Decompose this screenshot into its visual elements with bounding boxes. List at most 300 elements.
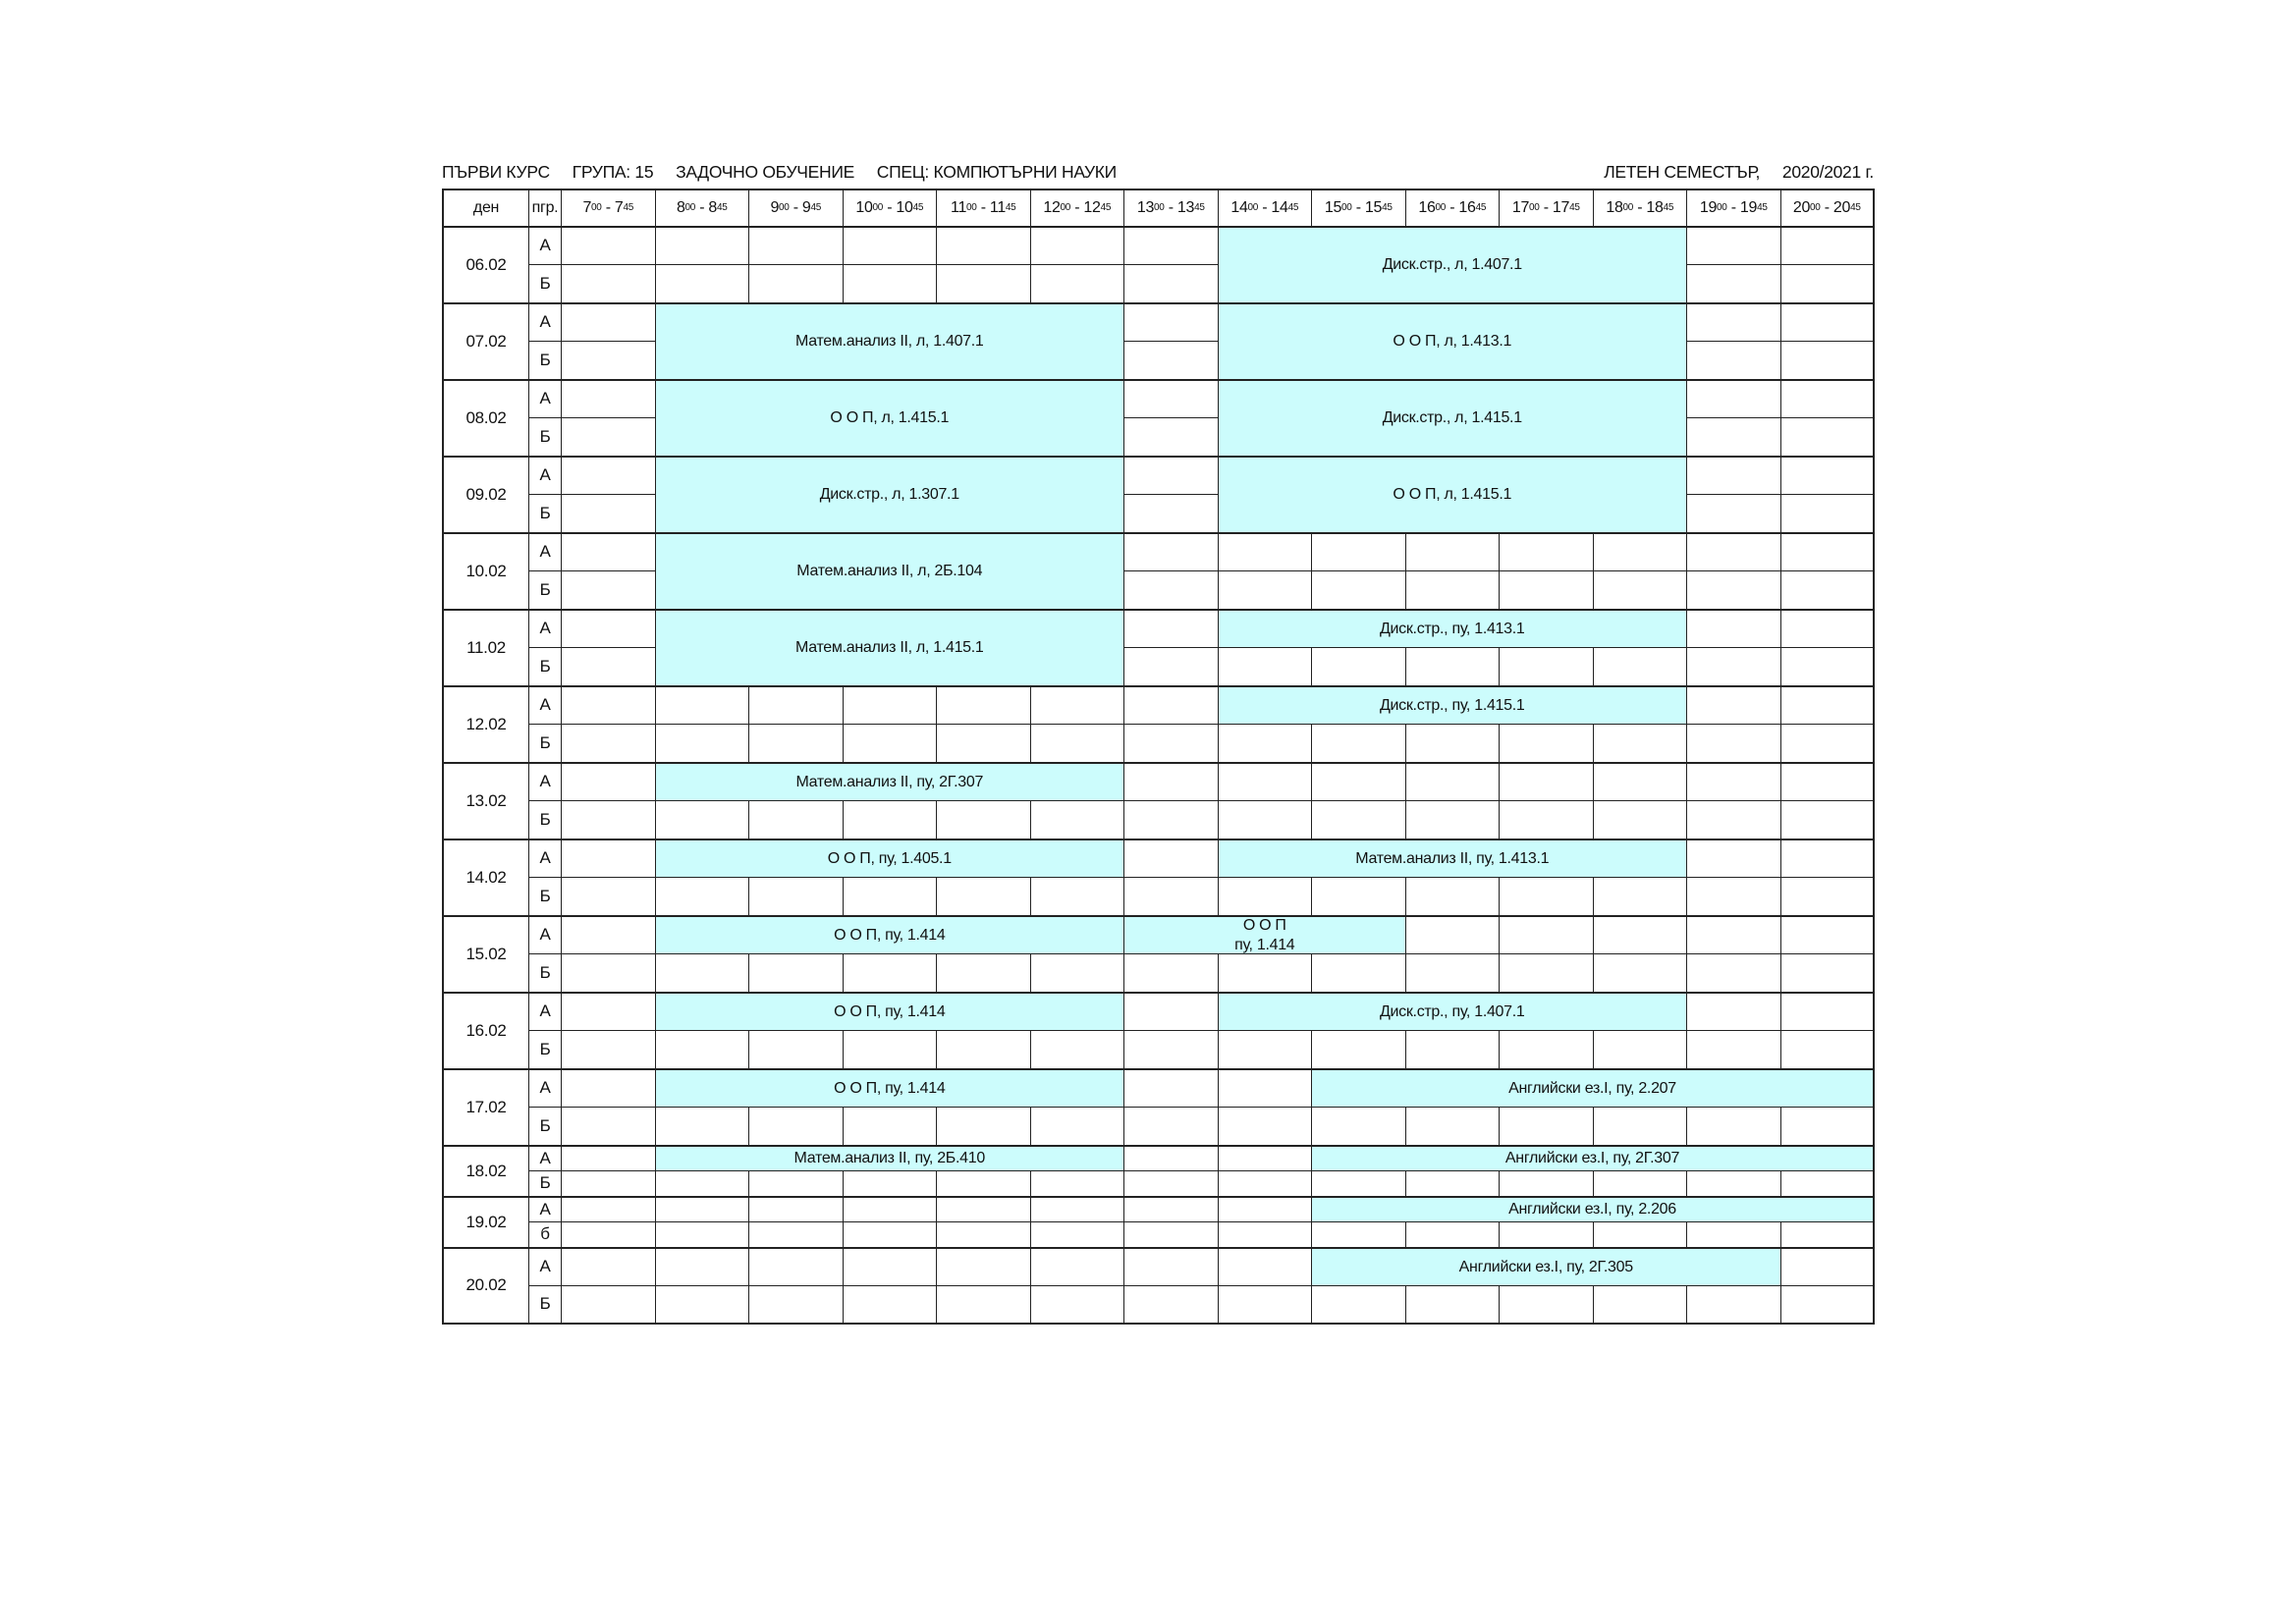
subgroup-cell — [528, 1285, 562, 1325]
empty-slot-cell — [1218, 647, 1313, 686]
lesson-text: Матем.анализ II, пу, 1.413.1 — [1355, 849, 1550, 867]
subgroup-cell — [528, 1030, 562, 1069]
day-date-cell — [442, 226, 529, 303]
lesson-text: Диск.стр., пу, 1.415.1 — [1379, 696, 1525, 714]
empty-slot-cell — [561, 1170, 656, 1197]
empty-slot-cell — [843, 685, 938, 725]
empty-slot-cell — [561, 762, 656, 801]
subgroup-label: Б — [539, 350, 551, 369]
empty-slot-cell — [1311, 1285, 1406, 1325]
empty-slot-cell — [1593, 1221, 1688, 1248]
empty-slot-cell — [936, 1247, 1031, 1286]
empty-slot-cell — [1405, 1285, 1501, 1325]
time-slot-header: 7 00 - 7 45 — [561, 189, 656, 227]
slot-dash: - — [1446, 199, 1459, 217]
slot-dash: - — [1726, 199, 1740, 217]
empty-slot-cell — [936, 1285, 1031, 1325]
lesson-block[interactable] — [1311, 1068, 1875, 1108]
lesson-block[interactable] — [1218, 609, 1688, 648]
empty-slot-cell — [843, 1107, 938, 1146]
empty-slot-cell — [1780, 953, 1876, 993]
subgroup-cell — [528, 532, 562, 571]
subgroup-cell — [528, 226, 562, 265]
empty-slot-cell — [1311, 1107, 1406, 1146]
lesson-text: Матем.анализ II, пу, 2Б.410 — [793, 1150, 985, 1167]
slot-end-hour: 13 — [1176, 199, 1195, 217]
subgroup-label: А — [539, 1078, 551, 1098]
empty-slot-cell — [748, 800, 844, 839]
subgroup-label: А — [539, 389, 551, 408]
time-slot-header: 19 00 - 19 45 — [1686, 189, 1781, 227]
empty-slot-cell — [561, 1247, 656, 1286]
slot-dash: - — [789, 199, 802, 217]
empty-slot-cell — [1311, 877, 1406, 916]
slot-end-hour: 19 — [1739, 199, 1758, 217]
slot-end-hour: 10 — [896, 199, 913, 217]
day-date: 06.02 — [465, 254, 507, 274]
empty-slot-cell — [1499, 877, 1594, 916]
day-date-cell — [442, 685, 529, 763]
subgroup-label: Б — [539, 503, 551, 522]
time-slot-header: 18 00 - 18 45 — [1593, 189, 1688, 227]
subgroup-label: А — [539, 848, 551, 868]
lesson-text: Английски ез.I, пу, 2Г.307 — [1504, 1150, 1680, 1167]
slot-dash: - — [601, 199, 615, 217]
lesson-block[interactable] — [655, 915, 1125, 954]
empty-slot-cell — [1218, 877, 1313, 916]
empty-slot-cell — [561, 417, 656, 457]
time-slot-header: 20 00 - 20 45 — [1780, 189, 1876, 227]
slot-dash: - — [1258, 199, 1272, 217]
empty-slot-cell — [1593, 570, 1688, 610]
slot-start-hour: 9 — [770, 199, 780, 217]
lesson-block[interactable] — [1123, 915, 1406, 954]
day-column-header — [442, 189, 529, 227]
empty-slot-cell — [843, 800, 938, 839]
subgroup-label: Б — [539, 1115, 551, 1135]
lesson-text: О О П, л, 1.415.1 — [830, 409, 950, 427]
slot-start-hour: 8 — [676, 199, 685, 217]
empty-slot-cell — [1686, 647, 1781, 686]
empty-slot-cell — [1593, 724, 1688, 763]
lesson-text: Диск.стр., л, 1.307.1 — [819, 486, 959, 504]
empty-slot-cell — [1123, 1145, 1219, 1171]
day-date: 11.02 — [466, 637, 506, 657]
subgroup-cell — [528, 417, 562, 457]
empty-slot-cell — [1499, 762, 1594, 801]
empty-slot-cell — [1686, 609, 1781, 648]
empty-slot-cell — [1123, 494, 1219, 533]
empty-slot-cell — [1123, 685, 1219, 725]
subgroup-cell — [528, 1170, 562, 1197]
lesson-block[interactable] — [1311, 1196, 1875, 1222]
empty-slot-cell — [1780, 570, 1876, 610]
empty-slot-cell — [1405, 1030, 1501, 1069]
lesson-block[interactable] — [1218, 226, 1688, 303]
empty-slot-cell — [1123, 226, 1219, 265]
empty-slot-cell — [1405, 1170, 1501, 1197]
empty-slot-cell — [1218, 762, 1313, 801]
subgroup-label: Б — [539, 656, 551, 676]
subgroup-cell — [528, 494, 562, 533]
empty-slot-cell — [1218, 1247, 1313, 1286]
lesson-text: Английски ез.I, пу, 2.206 — [1508, 1201, 1676, 1218]
empty-slot-cell — [561, 532, 656, 571]
empty-slot-cell — [1030, 1247, 1125, 1286]
empty-slot-cell — [1780, 762, 1876, 801]
empty-slot-cell — [1311, 1221, 1406, 1248]
day-date-cell — [442, 609, 529, 686]
empty-slot-cell — [655, 1107, 750, 1146]
empty-slot-cell — [1123, 800, 1219, 839]
time-slot-header: 8 00 - 8 45 — [655, 189, 750, 227]
empty-slot-cell — [655, 800, 750, 839]
empty-slot-cell — [936, 877, 1031, 916]
empty-slot-cell — [1218, 1030, 1313, 1069]
subgroup-cell — [528, 341, 562, 380]
empty-slot-cell — [655, 1196, 750, 1222]
lesson-text: Матем.анализ II, л, 2Б.104 — [796, 563, 983, 580]
empty-slot-cell — [748, 1170, 844, 1197]
empty-slot-cell — [843, 1196, 938, 1222]
lesson-text: О О П, пу, 1.414 — [834, 926, 946, 944]
empty-slot-cell — [843, 1285, 938, 1325]
day-date: 12.02 — [465, 714, 507, 733]
slot-end-hour: 17 — [1552, 199, 1570, 217]
empty-slot-cell — [843, 1170, 938, 1197]
empty-slot-cell — [1311, 953, 1406, 993]
empty-slot-cell — [1686, 685, 1781, 725]
empty-slot-cell — [561, 685, 656, 725]
lesson-block[interactable] — [655, 532, 1125, 610]
slot-dash: - — [1820, 199, 1833, 217]
subgroup-label: А — [539, 1199, 551, 1218]
empty-slot-cell — [561, 494, 656, 533]
lesson-block[interactable] — [655, 456, 1125, 533]
day-date-cell — [442, 1196, 529, 1248]
empty-slot-cell — [1593, 953, 1688, 993]
empty-slot-cell — [1593, 877, 1688, 916]
empty-slot-cell — [1686, 915, 1781, 954]
subgroup-label: А — [539, 1257, 551, 1276]
empty-slot-cell — [1780, 992, 1876, 1031]
lesson-block[interactable] — [1218, 685, 1688, 725]
empty-slot-cell — [748, 724, 844, 763]
empty-slot-cell — [1311, 1030, 1406, 1069]
day-date-cell — [442, 915, 529, 993]
empty-slot-cell — [1030, 1221, 1125, 1248]
lesson-block[interactable] — [655, 379, 1125, 457]
empty-slot-cell — [1780, 456, 1876, 495]
empty-slot-cell — [1499, 1285, 1594, 1325]
empty-slot-cell — [1123, 724, 1219, 763]
lesson-block[interactable] — [1311, 1247, 1781, 1286]
day-date-cell — [442, 839, 529, 916]
subgroup-label: А — [539, 772, 551, 791]
empty-slot-cell — [561, 341, 656, 380]
lesson-block[interactable] — [1218, 992, 1688, 1031]
empty-slot-cell — [748, 685, 844, 725]
time-slot-header: 17 00 - 17 45 — [1499, 189, 1594, 227]
lesson-text: О О П, пу, 1.414 — [834, 1079, 946, 1097]
empty-slot-cell — [1686, 724, 1781, 763]
slot-end-hour: 18 — [1646, 199, 1664, 217]
slot-dash: - — [976, 199, 990, 217]
subgroup-cell — [528, 302, 562, 342]
subgroup-cell — [528, 1247, 562, 1286]
time-slot-header: 15 00 - 15 45 — [1311, 189, 1406, 227]
empty-slot-cell — [1780, 379, 1876, 418]
empty-slot-cell — [1405, 800, 1501, 839]
empty-slot-cell — [1780, 532, 1876, 571]
empty-slot-cell — [1780, 915, 1876, 954]
empty-slot-cell — [1593, 915, 1688, 954]
empty-slot-cell — [1123, 1221, 1219, 1248]
lesson-block[interactable] — [655, 839, 1125, 878]
slot-end-hour: 8 — [708, 199, 718, 217]
empty-slot-cell — [1030, 1030, 1125, 1069]
slot-dash: - — [1351, 199, 1365, 217]
empty-slot-cell — [748, 1107, 844, 1146]
empty-slot-cell — [1123, 1196, 1219, 1222]
day-date-cell — [442, 1145, 529, 1197]
subgroup-cell — [528, 762, 562, 801]
empty-slot-cell — [1593, 1170, 1688, 1197]
empty-slot-cell — [1030, 877, 1125, 916]
lesson-text: О О П пу, 1.414 — [1234, 917, 1295, 953]
empty-slot-cell — [1123, 1170, 1219, 1197]
empty-slot-cell — [1780, 417, 1876, 457]
slot-dash: - — [1070, 199, 1084, 217]
empty-slot-cell — [1686, 570, 1781, 610]
empty-slot-cell — [655, 685, 750, 725]
subgroup-label: Б — [539, 1294, 551, 1314]
subgroup-label: А — [539, 1148, 551, 1167]
empty-slot-cell — [1030, 264, 1125, 303]
subgroup-label: Б — [539, 579, 551, 599]
time-slot-header: 11 00 - 11 45 — [936, 189, 1031, 227]
slot-start-hour: 12 — [1043, 199, 1061, 217]
day-date: 07.02 — [465, 331, 507, 351]
subgroup-label: А — [539, 312, 551, 332]
empty-slot-cell — [1780, 839, 1876, 878]
lesson-block[interactable] — [655, 762, 1125, 801]
empty-slot-cell — [1030, 1170, 1125, 1197]
empty-slot-cell — [1499, 724, 1594, 763]
empty-slot-cell — [1780, 1221, 1876, 1248]
subgroup-cell — [528, 1107, 562, 1146]
subgroup-label: б — [540, 1224, 550, 1244]
slot-start-hour: 14 — [1230, 199, 1248, 217]
subgroup-label: А — [539, 236, 551, 255]
day-date: 15.02 — [465, 944, 507, 963]
empty-slot-cell — [1123, 992, 1219, 1031]
empty-slot-cell — [561, 379, 656, 418]
empty-slot-cell — [1123, 379, 1219, 418]
empty-slot-cell — [1123, 1107, 1219, 1146]
slot-dash: - — [1633, 199, 1647, 217]
empty-slot-cell — [1686, 341, 1781, 380]
empty-slot-cell — [936, 1170, 1031, 1197]
subgroup-column-label: пгр. — [531, 199, 559, 217]
lesson-block[interactable] — [655, 1145, 1125, 1171]
empty-slot-cell — [1499, 915, 1594, 954]
lesson-block[interactable] — [1311, 1145, 1875, 1171]
empty-slot-cell — [561, 456, 656, 495]
slot-end-hour: 20 — [1832, 199, 1851, 217]
empty-slot-cell — [748, 953, 844, 993]
empty-slot-cell — [561, 800, 656, 839]
empty-slot-cell — [561, 570, 656, 610]
empty-slot-cell — [936, 264, 1031, 303]
empty-slot-cell — [1686, 953, 1781, 993]
empty-slot-cell — [1311, 762, 1406, 801]
day-date: 10.02 — [465, 561, 507, 580]
empty-slot-cell — [1311, 1170, 1406, 1197]
empty-slot-cell — [561, 1196, 656, 1222]
subgroup-cell — [528, 953, 562, 993]
empty-slot-cell — [1311, 532, 1406, 571]
empty-slot-cell — [1593, 647, 1688, 686]
empty-slot-cell — [936, 1107, 1031, 1146]
empty-slot-cell — [1499, 1221, 1594, 1248]
empty-slot-cell — [843, 877, 938, 916]
empty-slot-cell — [655, 724, 750, 763]
empty-slot-cell — [1686, 1221, 1781, 1248]
lesson-block[interactable] — [1218, 839, 1688, 878]
day-date: 14.02 — [465, 867, 507, 887]
time-slot-header: 16 00 - 16 45 — [1405, 189, 1501, 227]
empty-slot-cell — [561, 1285, 656, 1325]
empty-slot-cell — [1780, 685, 1876, 725]
slot-start-hour: 16 — [1418, 199, 1436, 217]
subgroup-label: Б — [539, 886, 551, 905]
subgroup-label: А — [539, 925, 551, 945]
empty-slot-cell — [655, 1030, 750, 1069]
empty-slot-cell — [1030, 1285, 1125, 1325]
empty-slot-cell — [1405, 877, 1501, 916]
lesson-text: О О П, пу, 1.414 — [834, 1002, 946, 1020]
empty-slot-cell — [936, 1196, 1031, 1222]
empty-slot-cell — [561, 1107, 656, 1146]
empty-slot-cell — [748, 877, 844, 916]
empty-slot-cell — [655, 264, 750, 303]
empty-slot-cell — [1218, 1196, 1313, 1222]
slot-start-hour: 10 — [855, 199, 873, 217]
day-date: 13.02 — [465, 790, 507, 810]
day-date: 19.02 — [465, 1212, 507, 1231]
empty-slot-cell — [1218, 532, 1313, 571]
empty-slot-cell — [843, 1030, 938, 1069]
subgroup-cell — [528, 1196, 562, 1222]
empty-slot-cell — [1218, 570, 1313, 610]
empty-slot-cell — [1405, 532, 1501, 571]
empty-slot-cell — [1123, 839, 1219, 878]
empty-slot-cell — [1030, 724, 1125, 763]
subgroup-cell — [528, 570, 562, 610]
empty-slot-cell — [1123, 1030, 1219, 1069]
empty-slot-cell — [1780, 647, 1876, 686]
empty-slot-cell — [1123, 570, 1219, 610]
empty-slot-cell — [1780, 494, 1876, 533]
empty-slot-cell — [561, 1221, 656, 1248]
subgroup-cell — [528, 1221, 562, 1248]
lesson-block[interactable] — [655, 609, 1125, 686]
empty-slot-cell — [561, 226, 656, 265]
empty-slot-cell — [1123, 953, 1219, 993]
day-date-cell — [442, 532, 529, 610]
slot-end-hour: 11 — [989, 199, 1006, 217]
subgroup-label: А — [539, 1001, 551, 1021]
lesson-block[interactable] — [1218, 302, 1688, 380]
subgroup-label: Б — [539, 426, 551, 446]
day-date-cell — [442, 992, 529, 1069]
subgroup-label: Б — [539, 273, 551, 293]
empty-slot-cell — [1123, 647, 1219, 686]
lesson-text: Английски ез.I, пу, 2.207 — [1508, 1079, 1676, 1097]
subgroup-label: Б — [539, 1173, 551, 1193]
empty-slot-cell — [1311, 724, 1406, 763]
subgroup-label: А — [539, 465, 551, 485]
lesson-text: Диск.стр., л, 1.415.1 — [1382, 409, 1522, 427]
slot-end-hour: 9 — [801, 199, 811, 217]
empty-slot-cell — [1686, 532, 1781, 571]
lesson-text: Диск.стр., пу, 1.407.1 — [1379, 1002, 1525, 1020]
slot-start-hour: 20 — [1792, 199, 1811, 217]
empty-slot-cell — [1311, 800, 1406, 839]
lesson-block[interactable] — [655, 302, 1125, 380]
subgroup-label: А — [539, 695, 551, 715]
empty-slot-cell — [1030, 800, 1125, 839]
empty-slot-cell — [1686, 302, 1781, 342]
empty-slot-cell — [1123, 1247, 1219, 1286]
empty-slot-cell — [561, 609, 656, 648]
empty-slot-cell — [936, 685, 1031, 725]
day-date: 08.02 — [465, 407, 507, 427]
empty-slot-cell — [748, 1247, 844, 1286]
empty-slot-cell — [561, 915, 656, 954]
day-date: 20.02 — [465, 1275, 507, 1295]
lesson-text: Английски ез.I, пу, 2Г.305 — [1458, 1258, 1633, 1275]
slot-end-hour: 14 — [1271, 199, 1288, 217]
empty-slot-cell — [1405, 915, 1501, 954]
lesson-text: Матем.анализ II, л, 1.407.1 — [794, 333, 984, 351]
lesson-block[interactable] — [1218, 379, 1688, 457]
empty-slot-cell — [748, 264, 844, 303]
empty-slot-cell — [1123, 302, 1219, 342]
empty-slot-cell — [1593, 1030, 1688, 1069]
lesson-block[interactable] — [1218, 456, 1688, 533]
empty-slot-cell — [1123, 417, 1219, 457]
empty-slot-cell — [1030, 685, 1125, 725]
empty-slot-cell — [1218, 724, 1313, 763]
day-date-cell — [442, 1068, 529, 1146]
subgroup-column-header — [528, 189, 562, 227]
day-date-cell — [442, 1247, 529, 1325]
subgroup-label: Б — [539, 962, 551, 982]
empty-slot-cell — [1311, 570, 1406, 610]
empty-slot-cell — [1780, 226, 1876, 265]
lesson-block[interactable] — [655, 1068, 1125, 1108]
empty-slot-cell — [1780, 800, 1876, 839]
empty-slot-cell — [1030, 226, 1125, 265]
subgroup-cell — [528, 647, 562, 686]
empty-slot-cell — [1405, 1221, 1501, 1248]
empty-slot-cell — [1123, 609, 1219, 648]
lesson-block[interactable] — [655, 992, 1125, 1031]
slot-end-hour: 12 — [1083, 199, 1101, 217]
day-date-cell — [442, 379, 529, 457]
